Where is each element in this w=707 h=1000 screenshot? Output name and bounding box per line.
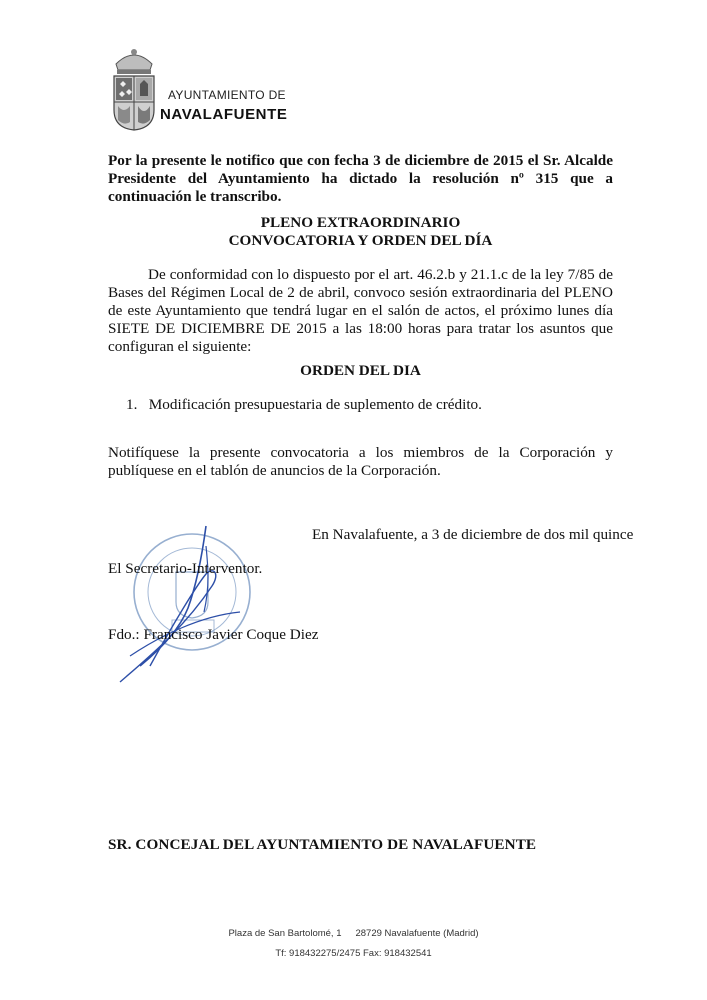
notification-paragraph: Notifíquese la presente convocatoria a los miembros de la Corporación y publíquese en el tablón de anuncios de la Corporación. (108, 444, 613, 479)
place-and-date: En Navalafuente, a 3 de diciembre de dos mil quince (312, 526, 634, 543)
footer-street: Plaza de San Bartolomé, 1 (228, 928, 342, 939)
agenda-item: 1. Modificación presupuestaria de suplemento de crédito. (126, 396, 482, 413)
footer-address-line (0, 928, 707, 939)
agenda-heading: ORDEN DEL DIA (300, 362, 421, 379)
footer-postal: 28729 Navalafuente (Madrid) (355, 928, 479, 939)
addressee: SR. CONCEJAL DEL AYUNTAMIENTO DE NAVALAFUENTE (108, 836, 537, 853)
convocation-heading: CONVOCATORIA Y ORDEN DEL DÍA (228, 232, 493, 249)
convocation-paragraph: De conformidad con lo dispuesto por el art. 46.2.b y 21.1.c de la ley 7/85 de Bases del Régimen Local de 2 de abril, convoco sesión extraordinaria del PLENO de este Ayuntamiento que tendrá lugar en el salón de actos, el próximo lunes día SIETE DE DICIEMBRE DE 2015 a las 18:00 horas para tratar los asuntos que configuran el siguiente: (108, 266, 613, 355)
intro-paragraph: Por la presente le notifico que con fecha 3 de diciembre de 2015 el Sr. Alcalde Presidente del Ayuntamiento ha dictado la resolución nº 315 que a continuación le transcribo. (108, 152, 613, 205)
session-heading: PLENO EXTRAORDINARIO (260, 214, 461, 231)
handwritten-signature-icon (110, 516, 270, 686)
letterhead-municipality: NAVALAFUENTE (160, 106, 288, 123)
coat-of-arms-icon (110, 44, 158, 132)
letterhead-line1: AYUNTAMIENTO DE (168, 88, 286, 102)
signer-title: El Secretario-Interventor. (108, 560, 263, 577)
footer-phones: Tf: 918432275/2475 Fax: 918432541 (275, 948, 432, 959)
signer-name: Fdo.: Francisco Javier Coque Diez (108, 626, 319, 643)
